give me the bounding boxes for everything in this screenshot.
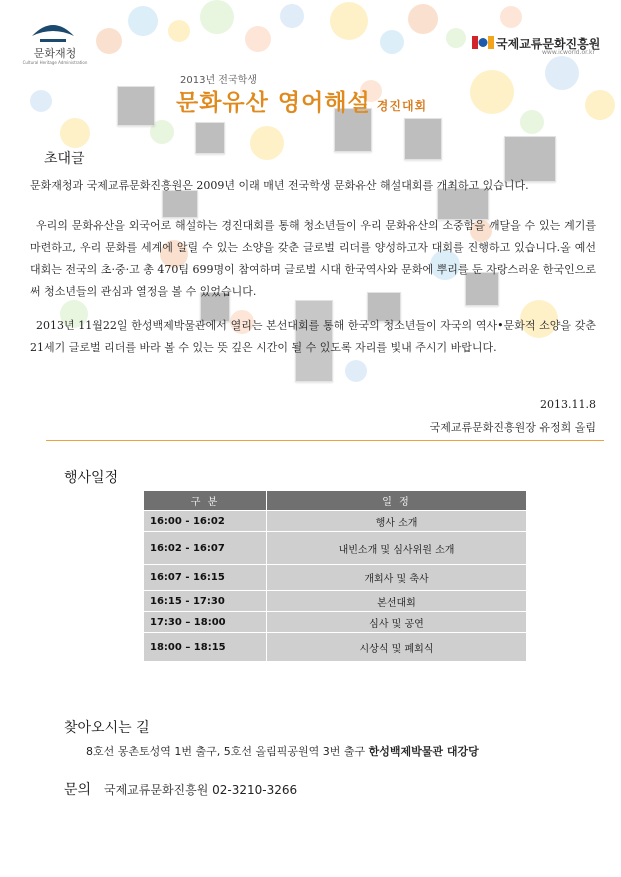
schedule-time: 16:02 - 16:07	[144, 532, 267, 565]
invitation-paragraph-3: 2013년 11월22일 한성백제박물관에서 열리는 본선대회를 통해 한국의 청소년들이 자국의 역사•문화적 소양을 갖춘 21세기 글로벌 리더를 바라 볼 수 있는 뜻 깊은 시간이 될 수 있도록 자리를 빛내 주시기 바랍니다.	[30, 319, 596, 354]
schedule-event: 심사 및 공연	[267, 612, 527, 633]
schedule-time: 17:30 – 18:00	[144, 612, 267, 633]
event-title	[176, 84, 427, 117]
schedule-time: 16:00 - 16:02	[144, 511, 267, 532]
invitation-heading: 초대글	[44, 151, 85, 167]
invitation-paragraph-1: 문화재청과 국제교류문화진흥원은 2009년 이래 매년 전국학생 문화유산 해설대회를 개최하고 있습니다.	[30, 179, 529, 192]
schedule-event: 개회사 및 축사	[267, 565, 527, 591]
invitation-date: 2013.11.8	[540, 398, 596, 411]
table-row	[144, 633, 527, 662]
schedule-table	[143, 490, 527, 662]
schedule-time: 16:07 - 16:15	[144, 565, 267, 591]
cha-logo-text: 문화재청	[33, 47, 77, 60]
roof-icon	[30, 18, 76, 44]
icworld-logo	[472, 34, 602, 54]
directions-route: 8호선 몽촌토성역 1번 출구, 5호선 올림픽공원역 3번 출구	[86, 745, 369, 758]
table-row	[144, 612, 527, 633]
table-row	[144, 591, 527, 612]
column-header-time: 구 분	[144, 491, 267, 511]
schedule-event: 시상식 및 폐회식	[267, 633, 527, 662]
directions-heading: 찾아오시는 길	[64, 720, 150, 736]
schedule-event: 내빈소개 및 심사위원 소개	[267, 532, 527, 565]
table-row	[144, 511, 527, 532]
directions-text	[86, 743, 479, 759]
contact-heading: 문의	[64, 782, 92, 798]
schedule-time: 16:15 - 17:30	[144, 591, 267, 612]
invitation-signature: 국제교류문화진흥원장 유정희 올림	[429, 421, 596, 434]
cha-logo	[20, 18, 90, 64]
section-divider	[46, 440, 604, 441]
icworld-logo-url: www.icworld.or.kr	[542, 49, 595, 56]
event-title-small: 경진대회	[376, 99, 428, 113]
contact-text: 국제교류문화진흥원 02-3210-3266	[104, 783, 298, 797]
schedule-event: 행사 소개	[267, 511, 527, 532]
event-subtitle: 2013년 전국학생	[180, 75, 257, 86]
schedule-event: 본선대회	[267, 591, 527, 612]
schedule-header-row	[144, 491, 527, 511]
schedule-heading: 행사일정	[64, 470, 119, 486]
invitation-paragraph-2: 우리의 문화유산을 외국어로 해설하는 경진대회를 통해 청소년들이 우리 문화유산의 소중함을 깨달을 수 있는 계기를 마련하고, 우리 문화를 세계에 알릴 수 있는 소양을 갖춘 글로벌 리더를 양성하고자 대회를 진행하고 있습니다.올 예선 대회는 전국의 초·중·고 총 470팀 699명이 참여하며 글로벌 시대 한국역사와 문화에 뿌리를 둔 자랑스러운 한국인으로써 청소년들의 관심과 열정을 볼 수 있었습니다.	[30, 219, 596, 298]
directions-venue: 한성백제박물관 대강당	[368, 745, 479, 758]
icworld-mark-icon	[472, 36, 494, 49]
column-header-event: 일 정	[267, 491, 527, 511]
table-row	[144, 565, 527, 591]
schedule-time: 18:00 – 18:15	[144, 633, 267, 662]
event-title-main: 문화유산 영어해설	[176, 90, 371, 116]
cha-logo-subtext: Cultural Heritage Administration	[22, 60, 88, 65]
table-row	[144, 532, 527, 565]
icworld-logo-text: 국제교류문화진흥원	[496, 37, 601, 51]
